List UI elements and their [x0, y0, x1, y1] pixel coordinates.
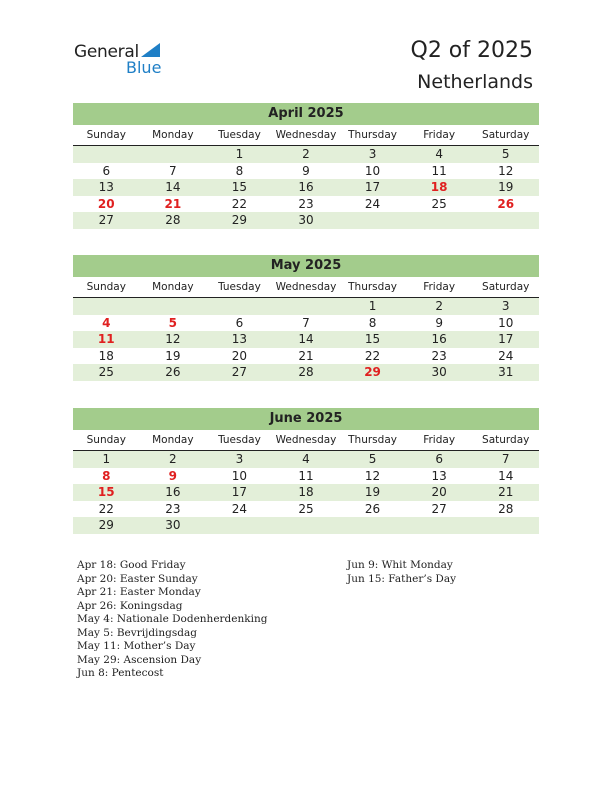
holiday-note: Jun 8: Pentecost: [77, 667, 164, 679]
week-row: [73, 146, 539, 163]
day-cell: 6: [435, 452, 443, 466]
day-cell: 7: [169, 163, 177, 178]
weekday-label: Friday: [423, 129, 456, 141]
day-cell: [140, 146, 207, 163]
day-cell: 4: [302, 452, 310, 466]
day-cell: 2: [169, 452, 177, 466]
day-cell: 4: [435, 147, 443, 161]
day-cell: 8: [368, 315, 377, 330]
holiday-date: 11: [97, 332, 115, 346]
holiday-note: Apr 20: Easter Sunday: [77, 572, 198, 585]
holiday-date: 8: [102, 468, 111, 483]
day-cell: 6: [235, 315, 244, 330]
day-cell: 15: [231, 180, 248, 194]
day-cell: 28: [498, 501, 514, 516]
day-cell: 14: [298, 332, 314, 346]
weekday-label: Thursday: [348, 434, 397, 446]
holiday-date: 9: [168, 468, 178, 483]
day-cell: 29: [98, 518, 114, 532]
day-cell: 30: [165, 518, 181, 532]
day-cell: 22: [98, 501, 114, 516]
holiday-note: May 5: Bevrijdingsdag: [77, 626, 197, 639]
day-cell: 21: [298, 348, 314, 363]
day-cell: 9: [302, 163, 310, 178]
day-cell: 3: [235, 452, 244, 466]
weekday-label: Wednesday: [275, 281, 337, 293]
day-cell: 1: [102, 452, 111, 466]
day-cell: [273, 517, 340, 534]
day-cell: 8: [235, 163, 244, 178]
day-cell: 20: [231, 348, 248, 363]
day-cell: 19: [165, 348, 181, 363]
month-title: May 2025: [73, 255, 539, 277]
week-row: [73, 468, 539, 485]
day-cell: 2: [302, 147, 310, 161]
weekday-label: Monday: [152, 129, 194, 141]
weekday-label: Tuesday: [218, 281, 261, 293]
logo: [74, 40, 174, 80]
weekday-label: Sunday: [86, 129, 126, 141]
day-cell: 27: [431, 501, 447, 516]
month-may: [73, 255, 539, 381]
weekday-label: Monday: [152, 434, 194, 446]
holiday-note: May 11: Mother’s Day: [77, 640, 196, 652]
weekday-label: Thursday: [348, 129, 397, 141]
day-cell: 23: [165, 501, 181, 516]
day-cell: 2: [435, 299, 443, 313]
day-cell: 19: [364, 485, 381, 499]
day-cell: 31: [498, 365, 514, 379]
day-cell: 29: [231, 213, 248, 227]
day-cell: [472, 212, 539, 229]
holiday-note: May 29: Ascension Day: [77, 653, 202, 666]
day-cell: [406, 517, 473, 534]
week-row: [73, 348, 539, 365]
day-cell: [406, 212, 473, 229]
day-cell: 21: [498, 485, 514, 499]
day-cell: 24: [364, 196, 381, 211]
day-cell: 24: [231, 501, 248, 516]
weekday-label: Sunday: [86, 281, 126, 293]
day-cell: 12: [165, 332, 181, 346]
weekday-label: Tuesday: [218, 434, 261, 446]
day-cell: [472, 517, 539, 534]
week-row: [73, 484, 539, 501]
weekday-header: [73, 278, 539, 298]
day-cell: 11: [298, 468, 314, 483]
page-title: Q2 of 2025: [410, 38, 533, 63]
holiday-note: May 4: Nationale Dodenherdenking: [77, 613, 268, 625]
day-cell: 30: [431, 365, 447, 379]
day-cell: 6: [102, 163, 111, 178]
day-cell: 10: [231, 468, 248, 483]
day-cell: 26: [364, 501, 381, 516]
weekday-label: Thursday: [348, 281, 397, 293]
logo-general-text: General: [74, 42, 139, 62]
day-cell: 24: [498, 348, 514, 363]
week-row: [73, 331, 539, 348]
day-cell: [339, 212, 406, 229]
day-cell: 17: [498, 332, 514, 346]
day-cell: 9: [435, 315, 443, 330]
weekday-label: Saturday: [482, 281, 530, 293]
day-cell: 28: [165, 213, 181, 227]
day-cell: 26: [165, 365, 181, 379]
holiday-notes-col2: [347, 559, 456, 586]
holiday-date: 4: [102, 315, 111, 330]
day-cell: 17: [231, 485, 248, 499]
day-cell: 17: [364, 180, 381, 194]
logo-blue-text: Blue: [126, 58, 162, 77]
week-row: [73, 196, 539, 213]
day-cell: 14: [498, 468, 514, 483]
day-cell: 19: [498, 180, 514, 194]
week-row: [73, 315, 539, 332]
weekday-label: Friday: [423, 434, 456, 446]
weekday-label: Sunday: [86, 434, 126, 446]
day-cell: 15: [364, 332, 381, 346]
day-cell: 1: [235, 147, 244, 161]
day-cell: 16: [165, 485, 181, 499]
day-cell: 25: [298, 501, 314, 516]
weekday-label: Tuesday: [218, 129, 261, 141]
day-cell: 16: [298, 180, 314, 194]
day-cell: [339, 517, 406, 534]
weekday-header: [73, 126, 539, 146]
month-title: June 2025: [73, 408, 539, 430]
day-cell: 3: [501, 299, 510, 313]
day-cell: [206, 517, 273, 534]
week-rows: [73, 298, 539, 381]
holiday-date: 15: [97, 485, 115, 499]
day-cell: 10: [498, 315, 514, 330]
weekday-label: Saturday: [482, 434, 530, 446]
week-row: [73, 179, 539, 196]
day-cell: 23: [431, 348, 447, 363]
weekday-label: Saturday: [482, 129, 530, 141]
day-cell: 16: [431, 332, 447, 346]
day-cell: [273, 298, 340, 315]
day-cell: 22: [231, 196, 248, 211]
day-cell: [206, 298, 273, 315]
month-title: April 2025: [73, 103, 539, 125]
day-cell: 18: [98, 348, 114, 363]
weekday-label: Friday: [423, 281, 456, 293]
logo-triangle-icon: [141, 43, 160, 57]
week-row: [73, 212, 539, 229]
holiday-note: Jun 15: Father’s Day: [347, 572, 457, 585]
day-cell: 22: [364, 348, 381, 363]
holiday-date: 5: [168, 315, 178, 330]
day-cell: 5: [501, 147, 510, 161]
day-cell: 11: [431, 163, 447, 178]
month-june: [73, 408, 539, 534]
day-cell: [140, 298, 207, 315]
week-row: [73, 364, 539, 381]
week-row: [73, 501, 539, 518]
weekday-label: Wednesday: [275, 434, 337, 446]
day-cell: 25: [431, 196, 447, 211]
day-cell: 3: [368, 147, 377, 161]
day-cell: 13: [98, 180, 114, 194]
month-april: [73, 103, 539, 229]
day-cell: 12: [364, 468, 381, 483]
day-cell: [73, 146, 140, 163]
day-cell: 23: [298, 196, 314, 211]
week-row: [73, 451, 539, 468]
day-cell: 30: [298, 213, 314, 227]
holiday-date: 29: [364, 365, 381, 379]
holiday-note: Apr 26: Koningsdag: [77, 599, 183, 612]
day-cell: 1: [368, 299, 377, 313]
day-cell: 28: [298, 365, 314, 379]
day-cell: 18: [298, 485, 314, 499]
week-row: [73, 298, 539, 315]
day-cell: 5: [368, 452, 377, 466]
day-cell: 13: [431, 468, 447, 483]
week-rows: [73, 451, 539, 534]
week-rows: [73, 146, 539, 229]
day-cell: 7: [501, 452, 510, 466]
day-cell: 12: [498, 163, 514, 178]
day-cell: 13: [231, 332, 248, 346]
holiday-date: 18: [430, 180, 448, 194]
country-name: Netherlands: [417, 71, 533, 93]
holiday-date: 20: [97, 196, 115, 211]
day-cell: 7: [302, 315, 310, 330]
week-row: [73, 517, 539, 534]
holiday-notes-col1: [77, 559, 267, 681]
day-cell: 25: [98, 365, 114, 379]
weekday-label: Wednesday: [275, 129, 337, 141]
day-cell: 14: [165, 180, 181, 194]
weekday-header: [73, 431, 539, 451]
week-row: [73, 163, 539, 180]
day-cell: 27: [98, 213, 114, 227]
holiday-date: 21: [164, 196, 182, 211]
day-cell: [73, 298, 140, 315]
holiday-note: Jun 9: Whit Monday: [347, 559, 453, 571]
holiday-note: Apr 18: Good Friday: [77, 559, 186, 571]
day-cell: 10: [364, 163, 381, 178]
holiday-note: Apr 21: Easter Monday: [77, 586, 201, 598]
day-cell: 20: [431, 485, 447, 499]
day-cell: 27: [231, 365, 248, 379]
holiday-date: 26: [497, 196, 515, 211]
weekday-label: Monday: [152, 281, 194, 293]
